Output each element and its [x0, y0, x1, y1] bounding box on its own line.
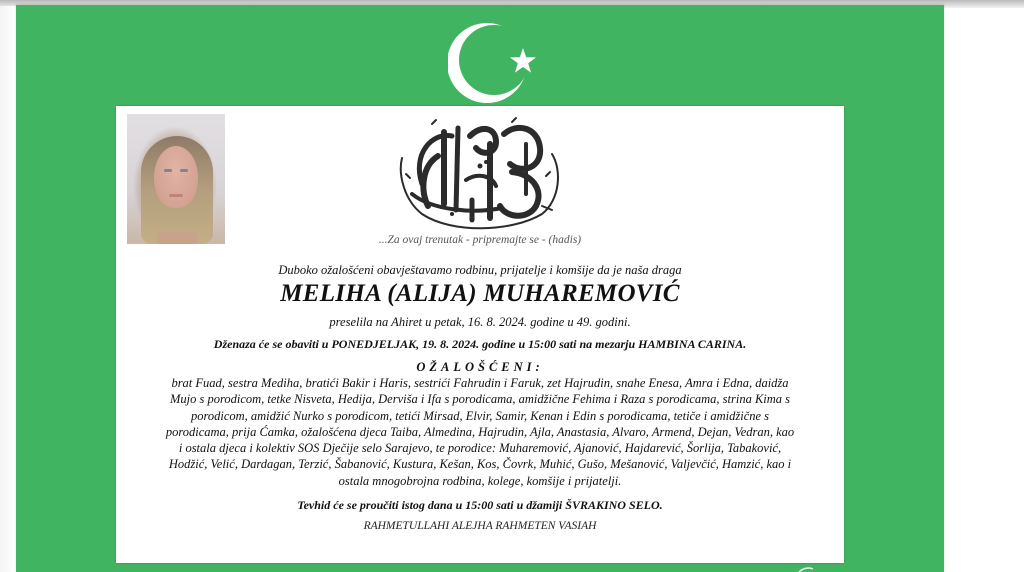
decorative-flourish-icon — [795, 566, 825, 572]
mourners-line: porodicom, amidžić Nurko s porodicom, tetići Mirsad, Elvir, Samir, Kenan i Edin s porodicama, tetiče i amidžične s — [190, 408, 770, 423]
mourners-line: Hodžić, Velić, Dardagan, Terzić, Šabanović, Kustura, Kešan, Kos, Čovrk, Muhić, Gušo, Mešanović, Valjevčić, Hamzić, kao i — [168, 457, 792, 472]
closing-prayer: RAHMETULLAHI ALEJHA RAHMETEN VASIAH — [363, 520, 597, 532]
mourners-line: i ostala djeca i kolektiv SOS Dječije selo Sarajevo, te porodice: Muharemović, Ajanović, Hajdarević, Šorlija, Tabaković, — [178, 441, 782, 456]
mourners-line: ostala mnogobrojna rodbina, kolege, komšije i prijatelji. — [338, 473, 622, 488]
deceased-name: MELIHA (ALIJA) MUHAREMOVIĆ — [280, 280, 680, 307]
funeral-details: Dženaza će se obaviti u PONEDJELJAK, 19. 8. 2024. godine u 15:00 sati na mezarju HAMBINA CARINA. — [213, 337, 747, 351]
page-margin — [0, 6, 16, 572]
hadis-quote: ...Za ovaj trenutak - pripremajte se - (hadis) — [378, 234, 582, 246]
crescent-star-icon — [448, 19, 548, 109]
mourners-line: porodicama, prija Ćamka, ožalošćena djeca Taiba, Almedina, Hajrudin, Ajla, Anastasia, Alvaro, Armend, Dejan, Vedran, kao — [165, 424, 795, 439]
arabic-calligraphy-icon — [392, 114, 564, 230]
mourners-line: brat Fuad, sestra Mediha, bratići Bakir i Haris, sestrići Fahrudin i Faruk, zet Hajrudin, snahe Enesa, Amra i Edna, daidža — [171, 376, 789, 390]
mourners-heading: OŽALOŠĆENI: — [416, 360, 544, 374]
mourners-list — [124, 375, 836, 489]
portrait-photo — [127, 114, 225, 244]
intro-text: Duboko ožalošćeni obavještavamo rodbinu, prijatelje i komšije da je naša draga — [278, 263, 682, 277]
obituary-card — [116, 106, 844, 563]
mourners-line: Mujo s porodicom, tetke Nisveta, Hedija, Derviša i Ifa s porodicama, amidžične Fehima i Raza s porodicama, strina Kima s — [169, 392, 791, 407]
tevhid-details: Tevhid će se proučiti istog dana u 15:00 sati u džamiji ŠVRAKINO SELO. — [297, 498, 663, 512]
death-date-text: preselila na Ahiret u petak, 16. 8. 2024. godine u 49. godini. — [329, 315, 631, 329]
